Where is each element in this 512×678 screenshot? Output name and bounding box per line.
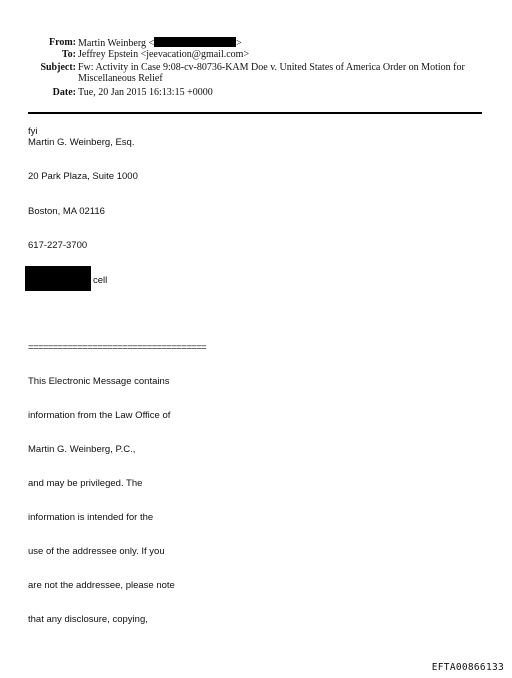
- disclaimer-line: are not the addressee, please note: [28, 580, 175, 591]
- from-close: >: [236, 38, 242, 49]
- signature-name: Martin G. Weinberg, Esq.: [28, 137, 135, 148]
- disclaimer-line: and may be privileged. The: [28, 478, 143, 489]
- phone-number: 617-227-3700: [28, 240, 88, 251]
- redaction-bar: [154, 37, 236, 47]
- disclaimer-line: information is intended for the: [28, 512, 154, 523]
- header-divider: [28, 112, 482, 114]
- separator-line: ====================================: [28, 342, 207, 353]
- disclaimer-line: This Electronic Message contains: [28, 376, 170, 387]
- subject-line-2: Miscellaneous Relief: [78, 73, 163, 84]
- disclaimer-line: information from the Law Office of: [28, 410, 171, 421]
- to-label: To:: [61, 49, 76, 60]
- to-value: Jeffrey Epstein <jeevacation@gmail.com>: [78, 49, 250, 60]
- address-line-2: Boston, MA 02116: [28, 206, 105, 217]
- bates-number: EFTA00866133: [431, 662, 504, 673]
- subject-label: Subject:: [40, 62, 76, 73]
- disclaimer-line: that any disclosure, copying,: [28, 614, 148, 625]
- subject-line-1: Fw: Activity in Case 9:08-cv-80736-KAM Doe v. United States of America Order on Motion for: [78, 62, 465, 73]
- from-name: Martin Weinberg <: [78, 38, 155, 49]
- from-label: From:: [48, 37, 76, 48]
- disclaimer-line: use of the addressee only. If you: [28, 546, 165, 557]
- from-value: [78, 37, 242, 49]
- address-line-1: 20 Park Plaza, Suite 1000: [28, 171, 138, 182]
- disclaimer-line: Martin G. Weinberg, P.C.,: [28, 444, 136, 455]
- cell-label: cell: [93, 275, 108, 286]
- date-label: Date:: [52, 87, 76, 98]
- date-value: Tue, 20 Jan 2015 16:13:15 +0000: [78, 87, 213, 98]
- fyi-text: fyi: [28, 126, 38, 137]
- redaction-block: [25, 266, 91, 291]
